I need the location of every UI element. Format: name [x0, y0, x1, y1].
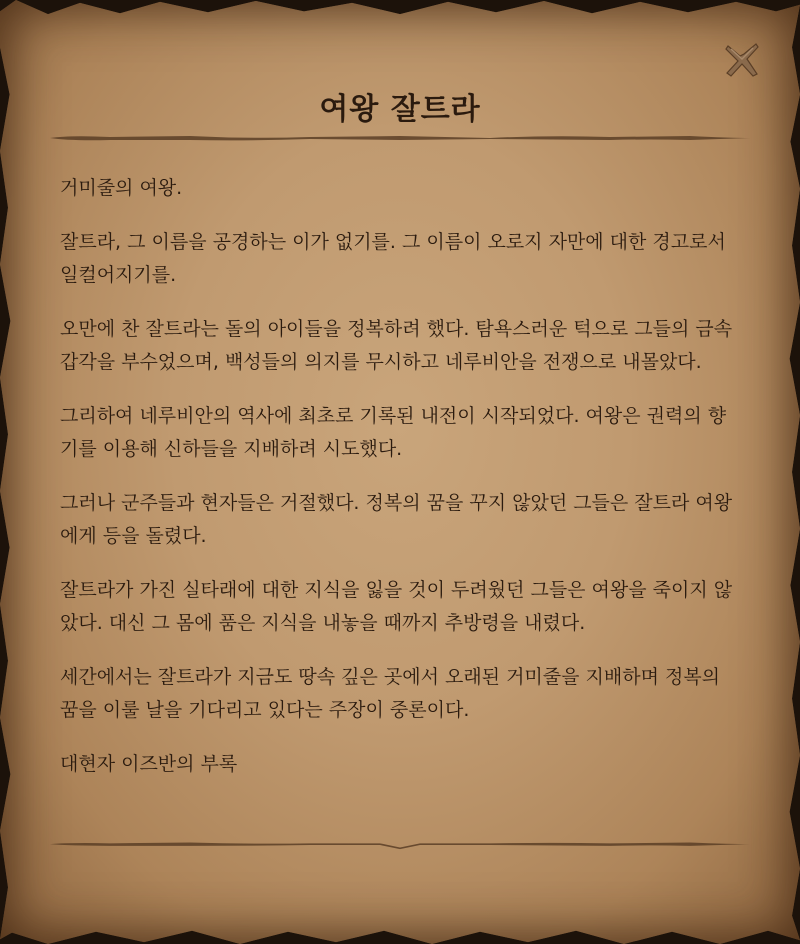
close-button[interactable] — [722, 40, 762, 80]
paragraph: 그러나 군주들과 현자들은 거절했다. 정복의 꿈을 꾸지 않았던 그들은 잘트라 여왕에게 등을 돌렸다. — [60, 492, 733, 547]
paragraph: 잘트라, 그 이름을 공경하는 이가 없기를. 그 이름이 오로지 자만에 대한 경고로서 일컬어지기를. — [60, 231, 726, 286]
signature-line: 대현자 이즈반의 부록 — [60, 753, 238, 775]
paragraph: 잘트라가 가진 실타래에 대한 지식을 잃을 것이 두려웠던 그들은 여왕을 죽이지 않았다. 대신 그 몸에 품은 지식을 내놓을 때까지 추방령을 내렸다. — [60, 579, 733, 634]
book-content — [60, 172, 740, 802]
bottom-divider — [50, 840, 750, 850]
book-title: 여왕 잘트라 — [319, 92, 481, 127]
paragraph: 거미줄의 여왕. — [60, 177, 183, 199]
paragraph: 오만에 찬 잘트라는 돌의 아이들을 정복하려 했다. 탐욕스러운 턱으로 그들의 금속 갑각을 부수었으며, 백성들의 의지를 무시하고 네루비안을 전쟁으로 내몰았다. — [60, 318, 733, 373]
paragraph: 세간에서는 잘트라가 지금도 땅속 깊은 곳에서 오래된 거미줄을 지배하며 정복의 꿈을 이룰 날을 기다리고 있다는 주장이 중론이다. — [60, 666, 721, 721]
close-x-icon — [722, 40, 762, 80]
paragraph: 그리하여 네루비안의 역사에 최초로 기록된 내전이 시작되었다. 여왕은 권력의 향기를 이용해 신하들을 지배하려 시도했다. — [60, 405, 727, 460]
title-divider — [50, 133, 750, 143]
